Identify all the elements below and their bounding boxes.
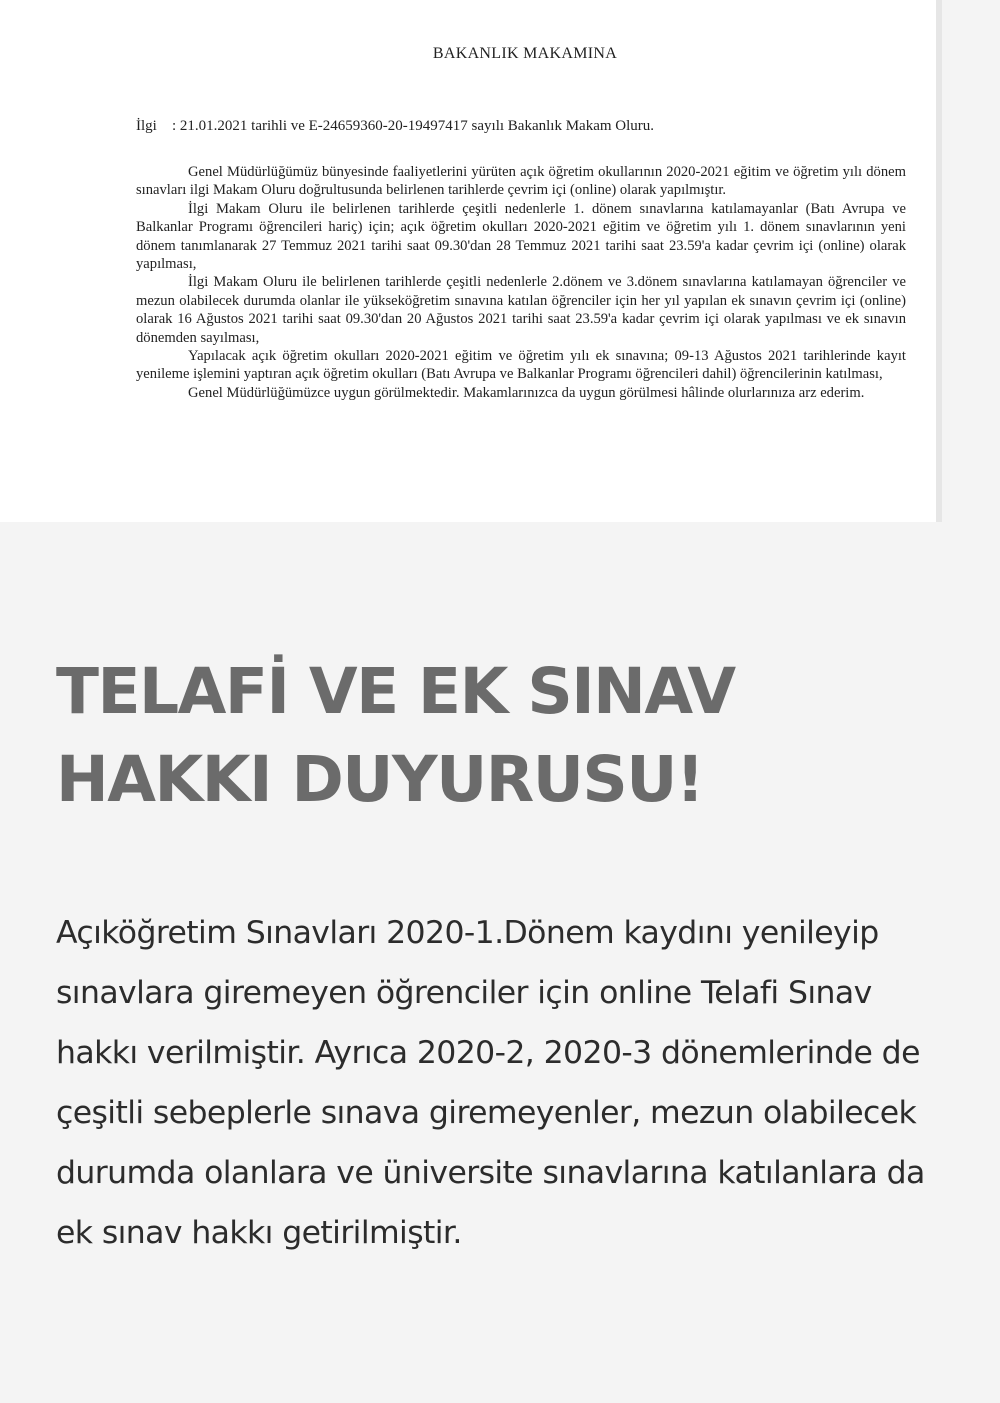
- reference-text: : 21.01.2021 tarihli ve E-24659360-20-19497417 sayılı Bakanlık Makam Oluru.: [172, 118, 655, 134]
- document-scrollbar[interactable]: [936, 0, 942, 522]
- document-reference-line: [136, 118, 654, 135]
- document-heading: BAKANLIK MAKAMINA: [432, 45, 618, 62]
- announcement-headline: [56, 648, 956, 824]
- headline-line-2: HAKKI DUYURUSU!: [56, 743, 704, 816]
- document-paragraph: İlgi Makam Oluru ile belirlenen tarihlerde çeşitli nedenlerle 2.dönem ve 3.dönem sınavlarına katılamayan öğrenciler ve mezun olabilecek durumda olanlar ile yükseköğretim sınavına katılan öğrenciler için her yıl yapılan ek sınavın çevrim içi (online) olarak 16 Ağustos 2021 tarihi saat 09.30'dan 20 Ağustos 2021 tarihi saat 23.59'a kadar çevrim içi olarak yapılması ve ek sınavın dönemden sayılması,: [136, 274, 906, 346]
- document-paragraph: Genel Müdürlüğümüz bünyesinde faaliyetlerini yürüten açık öğretim okullarının 2020-2021 eğitim ve öğretim yılı dönem sınavları ilgi Makam Oluru doğrultusunda belirlenen tarihlerde çevrim içi (online) olarak yapılmıştır.: [136, 164, 906, 199]
- reference-label: İlgi: [136, 118, 157, 134]
- document-paragraph: Genel Müdürlüğümüzce uygun görülmektedir. Makamlarınızca da uygun görülmesi hâlinde olurlarınıza arz ederim.: [188, 384, 865, 401]
- headline-line-1: TELAFİ VE EK SINAV: [56, 655, 735, 728]
- document-body: [136, 163, 906, 402]
- announcement-summary: Açıköğretim Sınavları 2020-1.Dönem kaydını yenileyip sınavlara giremeyen öğrenciler için online Telafi Sınav hakkı verilmiştir. Ayrıca 2020-2, 2020-3 dönemlerinde de çeşitli sebeplerle sınava giremeyenler, mezun olabilecek durumda olanlara ve üniversite sınavlarına katılanlara da ek sınav hakkı getirilmiştir.: [56, 915, 925, 1251]
- official-document-image: [0, 0, 940, 522]
- document-paragraph: İlgi Makam Oluru ile belirlenen tarihlerde çeşitli nedenlerle 1. dönem sınavlarına katılamayanlar (Batı Avrupa ve Balkanlar Programı öğrencileri hariç) için; açık öğretim okulları 2020-2021 eğitim ve öğretim yılı 1. dönem sınavlarının yeni dönem tanımlanarak 27 Temmuz 2021 tarihi saat 09.30'dan 28 Temmuz 2021 tarihi saat 23.59'a kadar çevrim içi (online) olarak yapılması,: [136, 200, 906, 273]
- document-paragraph: Yapılacak açık öğretim okulları 2020-2021 eğitim ve öğretim yılı ek sınavına; 09-13 Ağustos 2021 tarihlerinde kayıt yenileme işlemini yaptıran açık öğretim okulları (Batı Avrupa ve Balkanlar Programı öğrencileri dahil) öğrencilerinin katılması,: [136, 348, 906, 383]
